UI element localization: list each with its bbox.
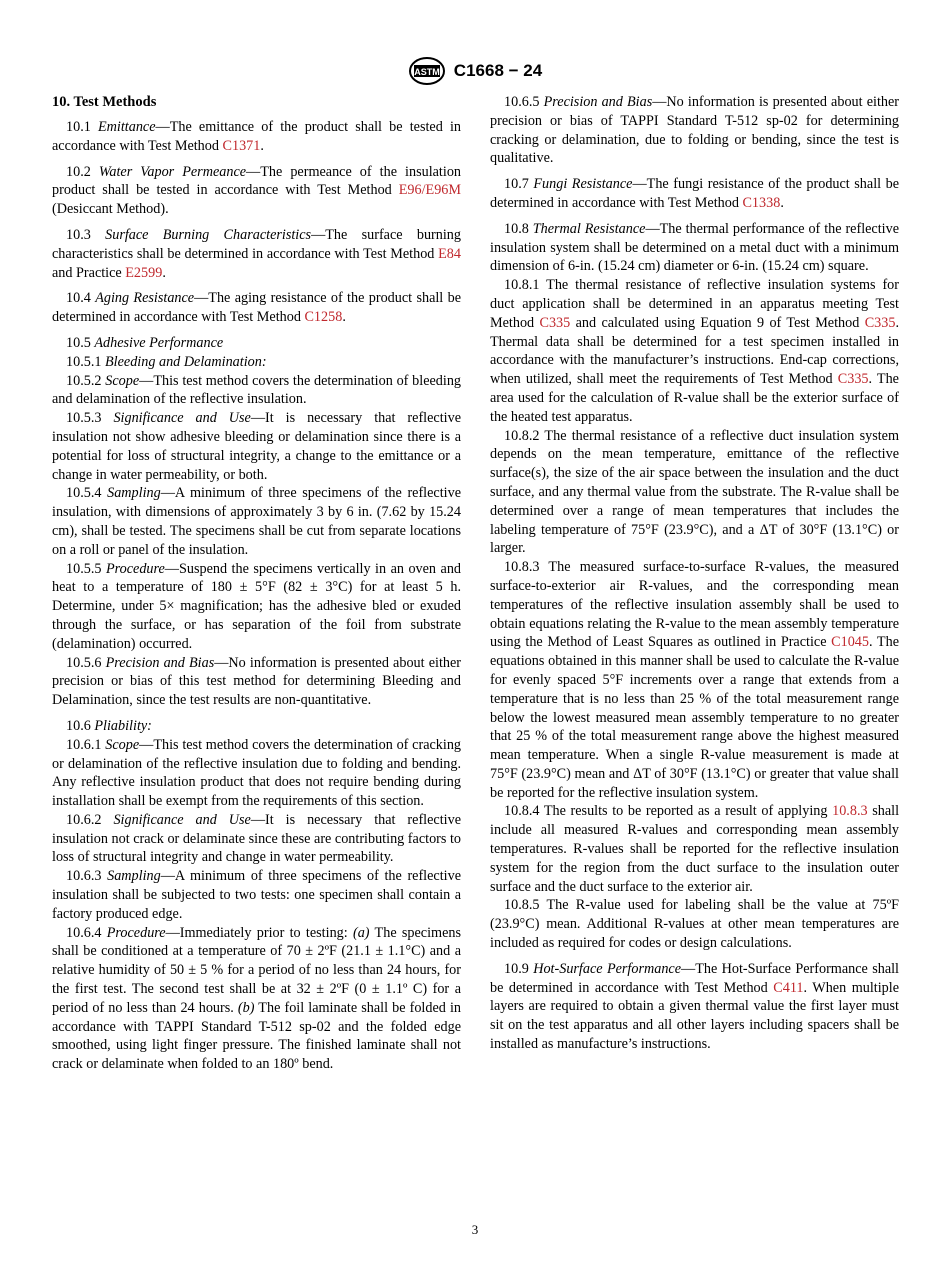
para-10-1: 10.1 Emittance—The emittance of the product shall be tested in accordance with Test Method C1371. [52, 119, 462, 154]
ref-link[interactable]: C1045 [831, 634, 869, 651]
ref-link[interactable]: C335 [539, 314, 571, 331]
astm-logo-icon [408, 56, 446, 86]
para-10-8-1: 10.8.1 The thermal resistance of reflective insulation systems for duct application shall be determined in an apparatus meeting Test Method C335 and calculated using Equation 9 of Test Method C335. Thermal data shall be determined for a test specimen installed in accordance with the manufacturer’s instructions. End-cap corrections, when utilized, shall meet the requirements of Test Method C335. The area used for the calculation of R-value shall be the exterior surface of the heated test apparatus. [490, 277, 899, 425]
ref-link[interactable]: E84 [438, 245, 461, 262]
ref-link[interactable]: C1258 [304, 309, 343, 326]
para-10-9: 10.9 Hot-Surface Performance—The Hot-Surface Performance shall be determined in accordance with Test Method C411. When multiple layers are required to obtain a given thermal value the first layer must sit on the test apparatus and all other layers including spacers shall be installed as manufacture’s instructions. [490, 960, 899, 1053]
para-10-8: 10.8 Thermal Resistance—The thermal performance of the reflective insulation system shall be determined on a metal duct with a minimum dimension of 6-in. (15.24 cm) diameter or 6-in. (15.24 cm) square. [490, 220, 899, 275]
page-number: 3 [471, 1222, 479, 1237]
para-10-6-5: 10.6.5 Precision and Bias—No information is presented about either precision or bias of TAPPI Standard T-512 sp-02 for determining cracking or delamination, due to folding or bending, since the test is qualitative. [490, 94, 900, 167]
left-column [52, 93, 461, 1074]
ref-link[interactable]: E96/E96M [398, 182, 461, 199]
ref-link[interactable]: C335 [864, 314, 896, 331]
standard-designation: C1668 − 24 [453, 61, 543, 80]
ref-link[interactable]: C411 [773, 979, 804, 996]
ref-link[interactable]: E2599 [125, 264, 163, 281]
para-10-8-4: 10.8.4 The results to be reported as a result of applying 10.8.3 shall include all measured R-values and corresponding mean assembly temperatures. R-values shall be reported for the reflective insulation system for the region from the duct surface to the insulation outer surface and the duct surface to the exterior air. [490, 803, 900, 895]
para-10-7: 10.7 Fungi Resistance—The fungi resistance of the product shall be determined in accordance with Test Method C1338. [490, 176, 900, 211]
para-10-8-2: 10.8.2 The thermal resistance of a reflective duct insulation system depends on the mean temperature, emittance of the reflective surface(s), the size of the air space between the insulation and the duct surface, and any thermal value from the substrate. The R-value shall be determined over a range of mean temperatures that includes the labeling temperature of 75°F (23.9°C), and a ΔT of 30°F (13.1°C) or larger. [490, 427, 899, 557]
ref-link[interactable]: C1338 [742, 194, 781, 211]
ref-link[interactable]: C1371 [222, 137, 261, 154]
para-10-5-3: 10.5.3 Significance and Use—It is necessary that reflective insulation not show adhesive bleeding or delamination since there is a potential for loss of structural integrity, a change to the emittance or a change in water permeability, or both. [52, 410, 461, 483]
ref-link[interactable]: C335 [837, 371, 869, 388]
right-column [490, 93, 899, 1054]
page-header [0, 56, 950, 86]
para-10-5-5: 10.5.5 Procedure—Suspend the specimens vertically in an oven and heat to a temperature of 180 ± 5°F (82 ± 3°C) for at least 5 h. Determine, under 5× magnification; has the adhesive bled or exuded through the surface, or has separation of the foil from substrate (delamination) occurred. [52, 560, 462, 652]
para-10-6: 10.6 Pliability: [66, 717, 152, 734]
para-10-5-6: 10.5.6 Precision and Bias—No information is presented about either precision or bias of this test method for determining Bleeding and Delamination, since the test results are non-quantitative. [52, 654, 462, 709]
para-10-3: 10.3 Surface Burning Characteristics—The surface burning characteristics shall be determined in accordance with Test Method E84 and Practice E2599. [52, 226, 461, 281]
para-10-2: 10.2 Water Vapor Permeance—The permeance of the insulation product shall be tested in accordance with Test Method E96/E96M (Desiccant Method). [52, 163, 462, 218]
para-10-5-2: 10.5.2 Scope—This test method covers the determination of bleeding and delamination of the reflective insulation. [52, 372, 462, 408]
para-10-5: 10.5 Adhesive Performance [66, 334, 224, 351]
ref-link[interactable]: 10.8.3 [832, 803, 868, 820]
para-10-6-4: 10.6.4 Procedure—Immediately prior to testing: (a) The specimens shall be conditioned at a temperature of 70 ± 2ºF (21.1 ± 1.1°C) and a relative humidity of 50 ± 5 % for a period of no less than 24 hours, for the first test. The second test shall be at 32 ± 2ºF (0 ± 1.1º C) for a period of no less than 24 hours. (b) The foil laminate shall be folded in accordance with TAPPI Standard T-512 sp-02 and the folded edge smoothed, using light finger pressure. The finished laminate shall not crack or delaminate when folded to an 180º bend. [52, 924, 461, 1073]
para-10-6-3: 10.6.3 Sampling—A minimum of three specimens of the reflective insulation shall be subjected to two tests: one specimen shall contain a factory produced edge. [52, 868, 461, 922]
para-10-8-5: 10.8.5 The R-value used for labeling shall be the value at 75ºF (23.9°C) mean. Additional R-values at other mean temperatures are included as required for codes or design calculations. [490, 897, 899, 952]
svg-text:ASTM: ASTM [414, 67, 440, 77]
para-10-6-1: 10.6.1 Scope—This test method covers the determination of cracking or delamination of the reflective insulation due to folding and bending. Any reflective insulation product that does not require bending during installation shall be exempt from the requirements of this section. [52, 736, 462, 810]
para-10-6-2: 10.6.2 Significance and Use—It is necessary that reflective insulation not crack or delaminate since these are contributing factors to loss of structural integrity and change in water permeability. [52, 811, 461, 866]
section-title: 10. Test Methods [52, 94, 157, 110]
para-10-8-3: 10.8.3 The measured surface-to-surface R-values, the measured surface-to-exterior air R-values, and the corresponding mean temperatures of the reflective insulation assembly shall be used to obtain equations relating the R-value to the mean assembly temperature using the Method of Least Squares as outlined in Practice C1045. The equations obtained in this manner shall be used to calculate the R-value for evenly spaced 5°F increments over a range that extends from a temperature that is no less than 25 % of the total measurement range below the lowest measured mean assembly temperature to no greater that 25 % of the total measurement range above the highest measured mean temperature. When a single R-value measurement is made at 75°F (23.9°C) mean and ΔT of 30°F (13.1°C) or greater that value shall be reported for the reflective insulation system. [490, 559, 899, 801]
para-10-4: 10.4 Aging Resistance—The aging resistance of the product shall be determined in accordance with Test Method C1258. [52, 290, 461, 326]
para-10-5-4: 10.5.4 Sampling—A minimum of three specimens of the reflective insulation, with dimensions of approximately 3 by 6 in. (7.62 by 15.24 cm), shall be tested. The specimens shall be cut from separate locations on a roll or panel of the insulation. [52, 485, 461, 558]
para-10-5-1: 10.5.1 Bleeding and Delamination: [66, 353, 267, 370]
